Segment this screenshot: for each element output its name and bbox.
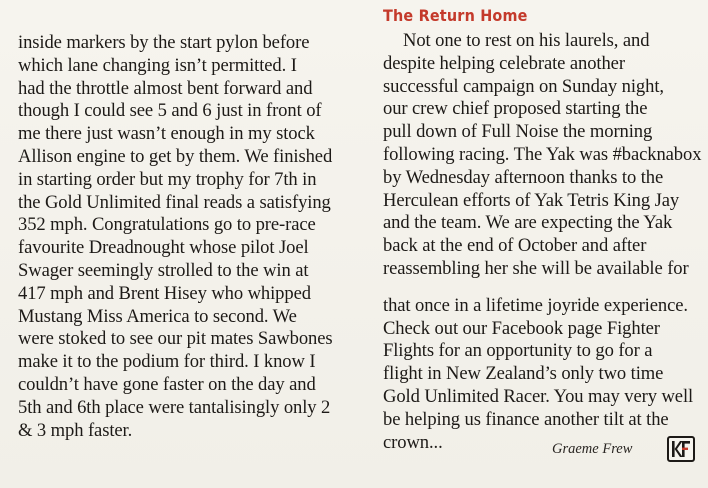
section-heading: The Return Home xyxy=(383,6,528,25)
body-line: reassembling her she will be available for xyxy=(383,257,689,279)
body-line: Not one to rest on his laurels, and xyxy=(403,30,650,51)
body-line: that once in a lifetime joyride experience. xyxy=(383,294,688,316)
paragraph-gap xyxy=(383,281,703,295)
body-line: our crew chief proposed starting the xyxy=(383,98,648,120)
body-line: in starting order but my trophy for 7th in xyxy=(18,168,317,190)
body-line: Herculean efforts of Yak Tetris King Jay xyxy=(383,189,680,211)
body-line: be helping us finance another tilt at the xyxy=(383,408,669,430)
body-line: successful campaign on Sunday night, xyxy=(383,75,664,97)
body-line: which lane changing isn’t permitted. I xyxy=(18,54,297,76)
body-line: were stoked to see our pit mates Sawbones xyxy=(18,328,333,350)
body-line: Check out our Facebook page Fighter xyxy=(383,317,660,339)
body-line: me there just wasn’t enough in my stock xyxy=(18,123,315,145)
author-signoff: Graeme Frew xyxy=(552,441,633,457)
body-line: back at the end of October and after xyxy=(383,235,647,257)
body-line: pull down of Full Noise the morning xyxy=(383,121,653,143)
body-line: had the throttle almost bent forward and xyxy=(18,77,313,99)
body-line: couldn’t have gone faster on the day and xyxy=(18,373,316,395)
body-line: flight in New Zealand’s only two time xyxy=(383,363,664,385)
body-line: 5th and 6th place were tantalisingly only 2 xyxy=(18,396,331,418)
body-line: favourite Dreadnought whose pilot Joel xyxy=(18,237,309,259)
body-line: Allison engine to get by them. We finished xyxy=(18,145,333,167)
body-line: despite helping celebrate another xyxy=(383,52,625,74)
right-column xyxy=(383,6,703,454)
body-line: the Gold Unlimited final reads a satisfying xyxy=(18,191,331,213)
body-line: Swager seemingly strolled to the win at xyxy=(18,259,309,281)
kf-logo-mark xyxy=(669,438,693,460)
body-line: Mustang Miss America to second. We xyxy=(18,305,297,327)
body-line: make it to the podium for third. I know I xyxy=(18,351,316,373)
body-line: inside markers by the start pylon before xyxy=(18,32,310,53)
body-line: and the team. We are expecting the Yak xyxy=(383,212,673,234)
body-line: & 3 mph faster. xyxy=(18,419,133,441)
body-line: Gold Unlimited Racer. You may very well xyxy=(383,385,694,407)
body-line: crown... xyxy=(383,431,443,453)
body-line: though I could see 5 and 6 just in front of xyxy=(18,100,322,122)
body-line: 352 mph. Congratulations go to pre-race xyxy=(18,214,316,236)
body-line: by Wednesday afternoon thanks to the xyxy=(383,166,664,188)
kf-logo-icon xyxy=(667,436,695,462)
body-line: following racing. The Yak was #backnabox xyxy=(383,143,702,165)
body-line: 417 mph and Brent Hisey who whipped xyxy=(18,282,311,304)
left-column xyxy=(18,32,348,442)
body-line: Flights for an opportunity to go for a xyxy=(383,340,653,362)
